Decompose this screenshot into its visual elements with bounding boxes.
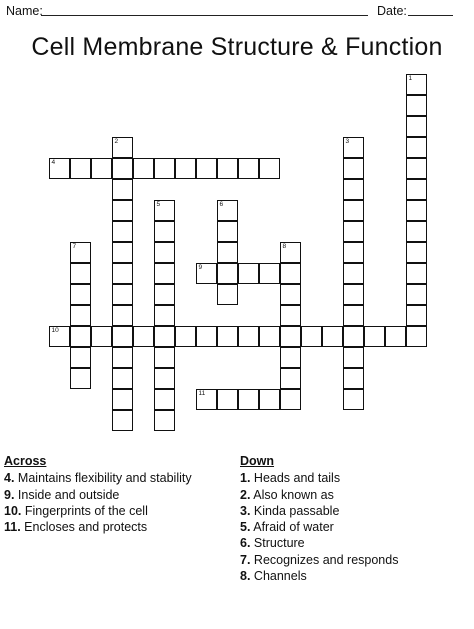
crossword-cell[interactable] — [343, 242, 364, 263]
crossword-cell[interactable] — [154, 410, 175, 431]
date-label: Date: — [377, 4, 407, 18]
crossword-cell[interactable] — [112, 263, 133, 284]
crossword-cell[interactable] — [112, 305, 133, 326]
clue-text: Kinda passable — [253, 503, 340, 518]
crossword-cell[interactable] — [70, 368, 91, 389]
crossword-cell[interactable] — [280, 389, 301, 410]
crossword-cell[interactable] — [280, 347, 301, 368]
down-clue-item — [240, 568, 398, 584]
crossword-cell[interactable] — [112, 284, 133, 305]
crossword-cell[interactable] — [259, 263, 280, 284]
down-clue-item — [240, 552, 398, 568]
crossword-cell[interactable] — [217, 158, 238, 179]
crossword-cell[interactable] — [154, 242, 175, 263]
crossword-cell[interactable] — [406, 95, 427, 116]
crossword-cell[interactable] — [406, 284, 427, 305]
clue-number-label: 11 — [198, 390, 206, 397]
crossword-cell[interactable] — [70, 284, 91, 305]
crossword-cell[interactable] — [70, 158, 91, 179]
crossword-cell[interactable] — [343, 326, 364, 347]
crossword-cell[interactable] — [196, 389, 217, 410]
across-clue-item — [4, 487, 192, 503]
crossword-cell[interactable] — [406, 242, 427, 263]
crossword-cell[interactable] — [196, 326, 217, 347]
across-clue-item — [4, 519, 192, 535]
crossword-cell[interactable] — [280, 263, 301, 284]
crossword-cell[interactable] — [154, 347, 175, 368]
crossword-cell[interactable] — [217, 326, 238, 347]
crossword-cell[interactable] — [259, 389, 280, 410]
down-clue-item — [240, 535, 398, 551]
clue-text: Encloses and protects — [24, 520, 148, 535]
down-clues — [240, 453, 398, 584]
crossword-cell[interactable] — [70, 242, 91, 263]
clue-text: Fingerprints of the cell — [24, 503, 148, 518]
crossword-cell[interactable] — [112, 242, 133, 263]
crossword-cell[interactable] — [322, 326, 343, 347]
crossword-cell[interactable] — [70, 263, 91, 284]
crossword-cell[interactable] — [112, 158, 133, 179]
crossword-cell[interactable] — [112, 347, 133, 368]
crossword-cell[interactable] — [175, 158, 196, 179]
crossword-cell[interactable] — [112, 179, 133, 200]
crossword-cell[interactable] — [70, 326, 91, 347]
crossword-cell[interactable] — [343, 179, 364, 200]
crossword-cell[interactable] — [154, 158, 175, 179]
crossword-cell[interactable] — [112, 368, 133, 389]
crossword-cell[interactable] — [238, 389, 259, 410]
crossword-cell[interactable] — [343, 368, 364, 389]
down-clue-item — [240, 503, 398, 519]
crossword-cell[interactable] — [280, 326, 301, 347]
crossword-cell[interactable] — [112, 389, 133, 410]
crossword-cell[interactable] — [406, 200, 427, 221]
crossword-cell[interactable] — [406, 116, 427, 137]
crossword-cell[interactable] — [406, 263, 427, 284]
clue-number: 8. — [240, 569, 251, 584]
down-clue-item — [240, 519, 398, 535]
clue-number-label: 1 — [408, 75, 413, 82]
clue-number-label: 5 — [156, 201, 161, 208]
clue-number: 10. — [4, 503, 22, 518]
crossword-cell[interactable] — [343, 137, 364, 158]
crossword-cell[interactable] — [406, 158, 427, 179]
crossword-cell[interactable] — [280, 242, 301, 263]
crossword-cell[interactable] — [259, 158, 280, 179]
crossword-cell[interactable] — [196, 263, 217, 284]
crossword-cell[interactable] — [49, 326, 70, 347]
clue-number-label: 4 — [51, 159, 56, 166]
crossword-cell[interactable] — [343, 158, 364, 179]
crossword-cell[interactable] — [217, 200, 238, 221]
crossword-cell[interactable] — [259, 326, 280, 347]
crossword-cell[interactable] — [238, 263, 259, 284]
crossword-cell[interactable] — [343, 200, 364, 221]
clue-number-label: 8 — [282, 243, 287, 250]
name-label: Name: — [6, 4, 43, 18]
clue-text: Structure — [253, 536, 305, 551]
crossword-cell[interactable] — [112, 221, 133, 242]
crossword-cell[interactable] — [301, 326, 322, 347]
crossword-cell[interactable] — [343, 263, 364, 284]
crossword-cell[interactable] — [154, 221, 175, 242]
crossword-cell[interactable] — [217, 221, 238, 242]
crossword-cell[interactable] — [385, 326, 406, 347]
clue-number: 6. — [240, 536, 251, 551]
down-heading: Down — [240, 454, 275, 468]
clue-text: Afraid of water — [253, 520, 334, 535]
crossword-cell[interactable] — [70, 347, 91, 368]
crossword-cell[interactable] — [196, 158, 217, 179]
crossword-cell[interactable] — [91, 158, 112, 179]
clue-text: Channels — [253, 569, 307, 584]
crossword-cell[interactable] — [343, 347, 364, 368]
clue-text: Heads and tails — [253, 471, 341, 486]
crossword-cell[interactable] — [280, 368, 301, 389]
clue-number: 11. — [4, 520, 21, 535]
across-heading: Across — [4, 454, 47, 468]
clue-number: 3. — [240, 503, 251, 518]
crossword-cell[interactable] — [154, 305, 175, 326]
crossword-cell[interactable] — [154, 263, 175, 284]
clue-number: 7. — [240, 552, 251, 567]
down-clue-item — [240, 487, 398, 503]
crossword-cell[interactable] — [343, 305, 364, 326]
across-clue-item — [4, 470, 192, 486]
clue-text: Inside and outside — [17, 487, 120, 502]
crossword-cell[interactable] — [154, 326, 175, 347]
across-clues — [4, 453, 192, 535]
crossword-cell[interactable] — [280, 284, 301, 305]
crossword-cell[interactable] — [406, 326, 427, 347]
crossword-cell[interactable] — [280, 305, 301, 326]
clue-number-label: 10 — [51, 327, 59, 334]
crossword-cell[interactable] — [406, 221, 427, 242]
clue-number-label: 9 — [198, 264, 203, 271]
clue-number: 1. — [240, 471, 251, 486]
crossword-cell[interactable] — [406, 179, 427, 200]
clue-number: 2. — [240, 487, 251, 502]
crossword-cell[interactable] — [343, 284, 364, 305]
clue-number: 9. — [4, 487, 15, 502]
clue-number-label: 7 — [72, 243, 77, 250]
crossword-cell[interactable] — [343, 389, 364, 410]
crossword-cell[interactable] — [364, 326, 385, 347]
clue-number-label: 2 — [114, 138, 119, 145]
crossword-cell[interactable] — [133, 326, 154, 347]
clue-text: Recognizes and responds — [253, 552, 399, 567]
crossword-cell[interactable] — [112, 410, 133, 431]
crossword-cell[interactable] — [406, 137, 427, 158]
crossword-cell[interactable] — [154, 284, 175, 305]
crossword-cell[interactable] — [217, 284, 238, 305]
crossword-cell[interactable] — [217, 263, 238, 284]
down-clue-item — [240, 470, 398, 486]
crossword-cell[interactable] — [70, 305, 91, 326]
crossword-cell[interactable] — [112, 137, 133, 158]
clue-number: 4. — [4, 471, 15, 486]
page-title: Cell Membrane Structure & Function — [31, 33, 443, 61]
crossword-cell[interactable] — [154, 200, 175, 221]
crossword-cell[interactable] — [217, 242, 238, 263]
crossword-cell[interactable] — [175, 326, 196, 347]
crossword-cell[interactable] — [406, 305, 427, 326]
crossword-cell[interactable] — [238, 158, 259, 179]
clue-number: 5. — [240, 520, 251, 535]
crossword-cell[interactable] — [343, 221, 364, 242]
crossword-cell[interactable] — [217, 389, 238, 410]
clue-text: Maintains flexibility and stability — [17, 471, 192, 486]
crossword-cell[interactable] — [154, 368, 175, 389]
crossword-cell[interactable] — [91, 326, 112, 347]
crossword-cell[interactable] — [406, 74, 427, 95]
clue-number-label: 3 — [345, 138, 350, 145]
across-clue-item — [4, 503, 192, 519]
clue-text: Also known as — [253, 487, 334, 502]
crossword-cell[interactable] — [49, 158, 70, 179]
crossword-cell[interactable] — [112, 200, 133, 221]
crossword-cell[interactable] — [238, 326, 259, 347]
crossword-cell[interactable] — [112, 326, 133, 347]
clue-number-label: 6 — [219, 201, 224, 208]
crossword-cell[interactable] — [154, 389, 175, 410]
crossword-cell[interactable] — [133, 158, 154, 179]
